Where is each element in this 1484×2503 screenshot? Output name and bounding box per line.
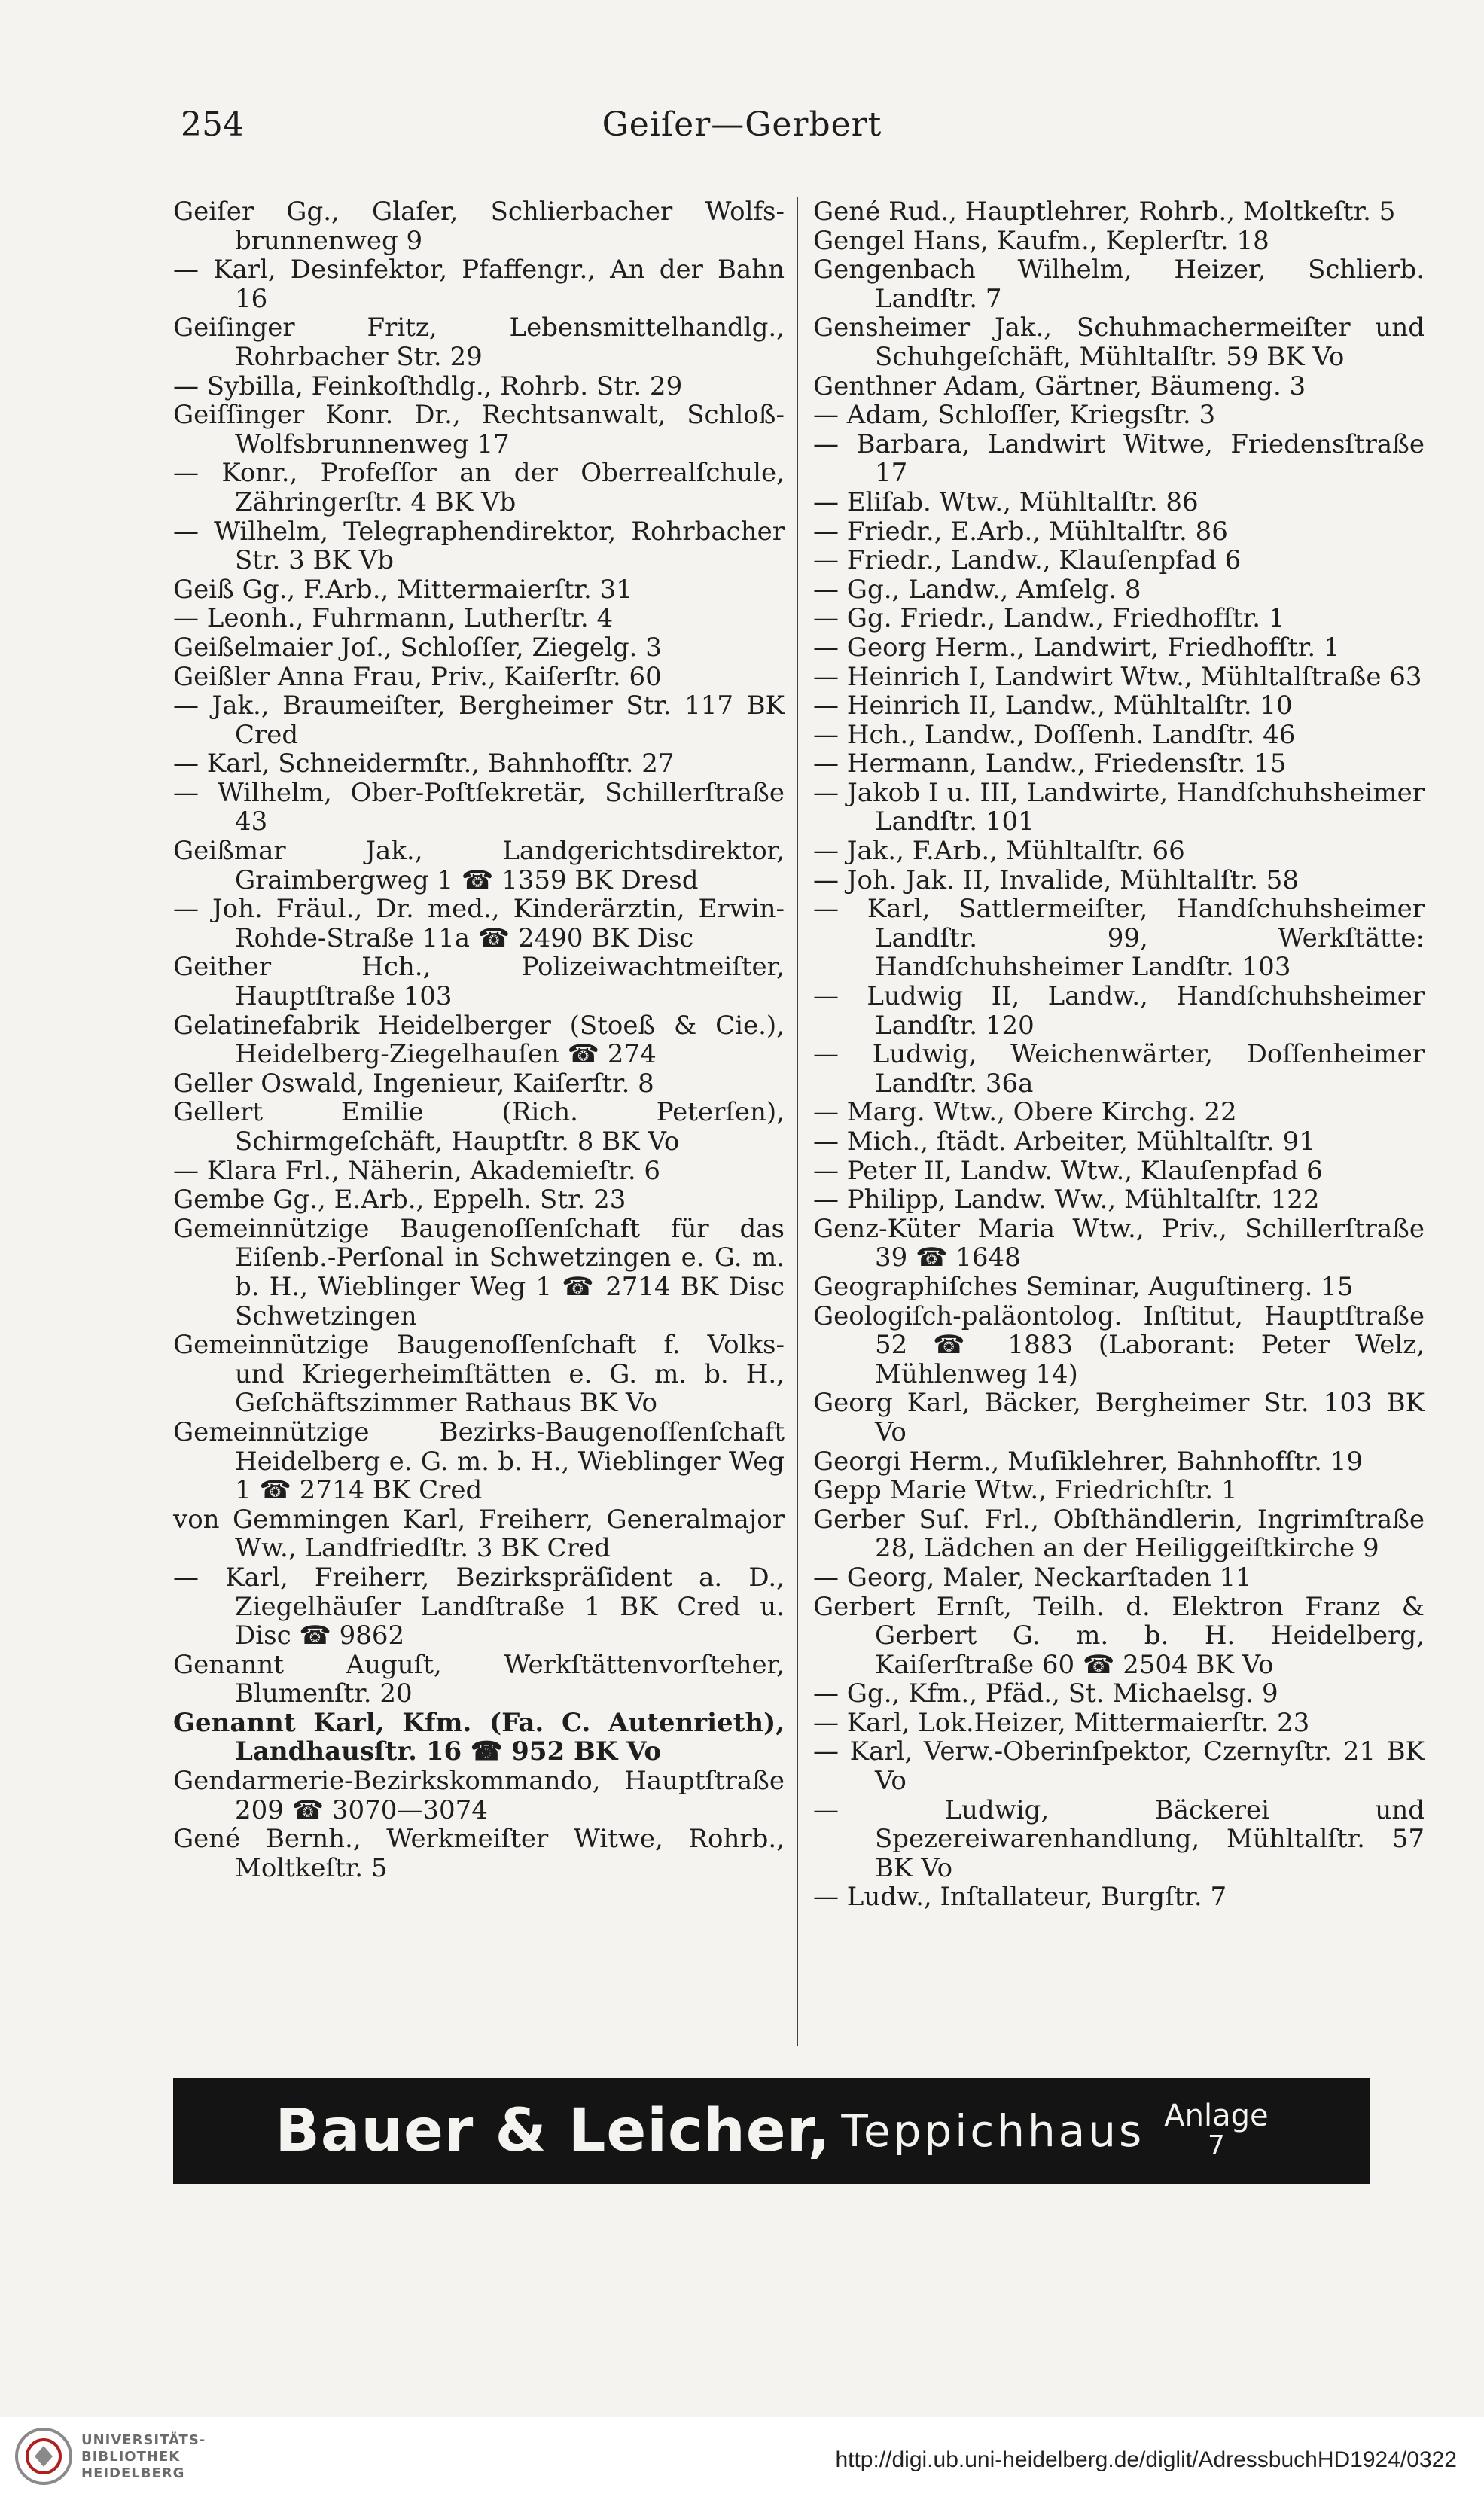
directory-entry: — Hermann, Landw., Friedensſtr. 15 xyxy=(813,748,1287,779)
directory-entry: Gelatinefabrik Heidelberger (Stoeß & Cie.), Heidelberg-Ziegelhauſen ☎ 274 xyxy=(173,1010,785,1070)
directory-entry: Gemeinnützige Baugenoſſenſchaft f. Volks- und Kriegerheimſtätten e. G. m. b. H., Geſchäftszimmer Rathaus BK Vo xyxy=(173,1330,785,1419)
directory-entry: von Gemmingen Karl, Freiherr, Generalmajor Ww., Landfriedſtr. 3 BK Cred xyxy=(173,1504,785,1564)
advertisement-banner xyxy=(173,2078,1370,2184)
directory-entry: Geiß Gg., F.Arb., Mittermaierſtr. 31 xyxy=(173,574,632,605)
directory-entry: — Sybilla, Feinkoſthdlg., Rohrb. Str. 29 xyxy=(173,370,683,401)
directory-entry: — Barbara, Landwirt Witwe, Friedensſtraße 17 xyxy=(813,428,1425,489)
directory-entry: Georg Karl, Bäcker, Bergheimer Str. 103 BK Vo xyxy=(813,1388,1425,1447)
directory-entry: — Marg. Wtw., Obere Kirchg. 22 xyxy=(813,1097,1237,1128)
directory-entry: — Georg Herm., Landwirt, Friedhofſtr. 1 xyxy=(813,632,1340,663)
directory-entry: — Friedr., Landw., Klauſenpfad 6 xyxy=(813,545,1242,576)
directory-entry: Gendarmerie-Bezirkskommando, Hauptſtraße 209 ☎ 3070—3074 xyxy=(173,1766,785,1825)
directory-entry: Gellert Emilie (Rich. Peterſen), Schirmgeſchäft, Hauptſtr. 8 BK Vo xyxy=(173,1097,785,1157)
directory-entry: — Karl, Desinfektor, Pfaffengr., An der Bahn 16 xyxy=(173,255,785,314)
page-number: 254 xyxy=(181,105,244,144)
directory-entry: — Joh. Jak. II, Invalide, Mühltalſtr. 58 xyxy=(813,864,1300,895)
directory-entry: Gerbert Ernſt, Teilh. d. Elektron Franz & Gerbert G. m. b. H. Heidelberg, Kaiſerſtraße 60 ☎ 2504 BK Vo xyxy=(813,1591,1425,1680)
directory-entry: Gemeinnützige Baugenoſſenſchaft für das Eiſenb.-Perſonal in Schwetzingen e. G. m. b. H., Wieblinger Weg 1 ☎ 2714 BK Disc Schwetzingen xyxy=(173,1213,785,1331)
directory-entry: Gengel Hans, Kaufm., Keplerſtr. 18 xyxy=(813,225,1269,256)
directory-entry: — Karl, Freiherr, Bezirkspräſident a. D., Ziegelhäuſer Landſtraße 1 BK Cred u. Disc ☎ 9862 xyxy=(173,1562,785,1651)
directory-entry: Geißmar Jak., Landgerichtsdirektor, Graimbergweg 1 ☎ 1359 BK Dresd xyxy=(173,836,785,895)
directory-entry: Gembe Gg., E.Arb., Eppelh. Str. 23 xyxy=(173,1184,626,1215)
directory-entry: Genthner Adam, Gärtner, Bäumeng. 3 xyxy=(813,370,1306,401)
university-seal-icon xyxy=(14,2426,74,2486)
directory-entry: Genz-Küter Maria Wtw., Priv., Schillerſtraße 39 ☎ 1648 xyxy=(813,1213,1425,1273)
directory-entry: — Friedr., E.Arb., Mühltalſtr. 86 xyxy=(813,516,1228,547)
directory-entry: Gerber Suſ. Frl., Obſthändlerin, Ingrimſtraße 28, Lädchen an der Heiliggeiſtkirche 9 xyxy=(813,1504,1425,1564)
directory-entry: — Karl, Sattlermeiſter, Handſchuhsheimer Landſtr. 99, Werkſtätte: Handſchuhsheimer Landſtr. 103 xyxy=(813,894,1425,983)
directory-entry: — Eliſab. Wtw., Mühltalſtr. 86 xyxy=(813,486,1199,517)
directory-entry: — Adam, Schloſſer, Kriegsſtr. 3 xyxy=(813,400,1216,431)
directory-entry: Geiſſinger Konr. Dr., Rechtsanwalt, Schloß-Wolfsbrunnenweg 17 xyxy=(173,400,785,459)
directory-entry: Geiſer Gg., Glaſer, Schlierbacher Wolfs-brunnenweg 9 xyxy=(173,197,785,256)
directory-entry: — Gg., Kfm., Pfäd., St. Michaelsg. 9 xyxy=(813,1678,1278,1709)
directory-entry: — Karl, Verw.-Oberinſpektor, Czernyſtr. 21 BK Vo xyxy=(813,1736,1425,1797)
page-title: Geiſer—Gerbert xyxy=(602,105,882,144)
directory-entry: Geller Oswald, Ingenieur, Kaiſerſtr. 8 xyxy=(173,1068,654,1099)
directory-entry: Gené Bernh., Werkmeiſter Witwe, Rohrb., Moltkeſtr. 5 xyxy=(173,1824,785,1883)
ad-anlage-number: 7 xyxy=(1208,2130,1225,2161)
directory-entry: — Leonh., Fuhrmann, Lutherſtr. 4 xyxy=(173,603,614,634)
directory-entry: — Gg. Friedr., Landw., Friedhofſtr. 1 xyxy=(813,603,1285,634)
directory-entry: — Joh. Fräul., Dr. med., Kinderärztin, Erwin-Rohde-Straße 11a ☎ 2490 BK Disc xyxy=(173,894,785,953)
directory-entry: Genannt Auguſt, Werkſtättenvorſteher, Blumenſtr. 20 xyxy=(173,1649,785,1709)
right-column xyxy=(813,197,1425,1912)
source-url-link[interactable]: http://digi.ub.uni-heidelberg.de/diglit/AdressbuchHD1924/0322 xyxy=(835,2447,1457,2472)
directory-entry: — Heinrich II, Landw., Mühltalſtr. 10 xyxy=(813,691,1293,721)
directory-entry: — Karl, Schneidermſtr., Bahnhofſtr. 27 xyxy=(173,748,675,779)
directory-entry: — Konr., Profeſſor an der Oberrealſchule, Zähringerſtr. 4 BK Vb xyxy=(173,458,785,517)
directory-entry: Georgi Herm., Muſiklehrer, Bahnhofſtr. 19 xyxy=(813,1446,1363,1477)
viewer-footer xyxy=(0,2417,1484,2503)
left-column xyxy=(173,197,785,1883)
directory-entry: — Georg, Maler, Neckarſtaden 11 xyxy=(813,1562,1252,1593)
directory-entry: — Heinrich I, Landwirt Wtw., Mühltalſtraße 63 xyxy=(813,661,1422,692)
directory-entry: Geographiſches Seminar, Auguſtinerg. 15 xyxy=(813,1271,1354,1302)
ad-subtitle: Teppichhaus xyxy=(841,2105,1145,2157)
page-header xyxy=(181,105,1303,158)
directory-entry: — Mich., ſtädt. Arbeiter, Mühltalſtr. 91 xyxy=(813,1127,1315,1157)
directory-entry: Gepp Marie Wtw., Friedrichſtr. 1 xyxy=(813,1475,1238,1506)
ad-anlage xyxy=(1164,2101,1268,2161)
directory-entry: — Jak., Braumeiſter, Bergheimer Str. 117 BK Cred xyxy=(173,691,785,750)
directory-entry: Gensheimer Jak., Schuhmachermeiſter und Schuhgeſchäft, Mühltalſtr. 59 BK Vo xyxy=(813,312,1425,372)
directory-entry: Gemeinnützige Bezirks-Baugenoſſenſchaft Heidelberg e. G. m. b. H., Wieblinger Weg 1 ☎ 2714 BK Cred xyxy=(173,1416,785,1506)
directory-entry: — Jak., F.Arb., Mühltalſtr. 66 xyxy=(813,836,1185,867)
library-name-line: UNIVERSITÄTS- xyxy=(81,2432,206,2448)
directory-entry: — Peter II, Landw. Wtw., Klauſenpfad 6 xyxy=(813,1155,1323,1186)
directory-entry: — Ludwig II, Landw., Handſchuhsheimer Landſtr. 120 xyxy=(813,981,1425,1041)
directory-entry: Gené Rud., Hauptlehrer, Rohrb., Moltkeſtr. 5 xyxy=(813,197,1396,227)
directory-entry: Geither Hch., Polizeiwachtmeiſter, Hauptſtraße 103 xyxy=(173,952,785,1012)
ad-anlage-label: Anlage xyxy=(1164,2099,1269,2133)
directory-entry: Gengenbach Wilhelm, Heizer, Schlierb. Landſtr. 7 xyxy=(813,255,1425,314)
directory-entry: Geißler Anna Frau, Priv., Kaiſerſtr. 60 xyxy=(173,661,662,692)
directory-entry: — Ludwig, Bäckerei und Spezereiwarenhandlung, Mühltalſtr. 57 BK Vo xyxy=(813,1794,1425,1883)
directory-entry: Geiſinger Fritz, Lebensmittelhandlg., Rohrbacher Str. 29 xyxy=(173,312,785,372)
directory-entry: — Hch., Landw., Doſſenh. Landſtr. 46 xyxy=(813,719,1296,750)
directory-entry: — Ludw., Inſtallateur, Burgſtr. 7 xyxy=(813,1882,1227,1913)
column-divider xyxy=(797,197,798,2046)
directory-entry: — Wilhelm, Telegraphendirektor, Rohrbacher Str. 3 BK Vb xyxy=(173,516,785,576)
directory-entry: Geißelmaier Joſ., Schloſſer, Ziegelg. 3 xyxy=(173,632,662,663)
directory-entry: — Karl, Lok.Heizer, Mittermaierſtr. 23 xyxy=(813,1707,1310,1738)
library-name-line: BIBLIOTHEK xyxy=(81,2449,181,2465)
directory-entry: Geologiſch-paläontolog. Inſtitut, Hauptſtraße 52 ☎ 1883 (Laborant: Peter Welz, Mühlenweg 14) xyxy=(813,1300,1425,1389)
directory-entry: — Klara Frl., Näherin, Akademieſtr. 6 xyxy=(173,1155,661,1186)
directory-entry: — Wilhelm, Ober-Poſtſekretär, Schillerſtraße 43 xyxy=(173,777,785,837)
directory-entry: Genannt Karl, Kfm. (Fa. C. Autenrieth), Landhausſtr. 16 ☎ 952 BK Vo xyxy=(173,1707,785,1767)
directory-entry: — Ludwig, Weichenwärter, Doſſenheimer Landſtr. 36a xyxy=(813,1039,1425,1099)
directory-entry: — Jakob I u. III, Landwirte, Handſchuhsheimer Landſtr. 101 xyxy=(813,777,1425,837)
directory-entry: — Philipp, Landw. Ww., Mühltalſtr. 122 xyxy=(813,1184,1320,1215)
library-name-line: HEIDELBERG xyxy=(81,2465,185,2481)
directory-entry: — Gg., Landw., Amſelg. 8 xyxy=(813,574,1141,605)
library-name xyxy=(81,2432,206,2482)
ad-company-name: Bauer & Leicher, xyxy=(275,2097,831,2165)
